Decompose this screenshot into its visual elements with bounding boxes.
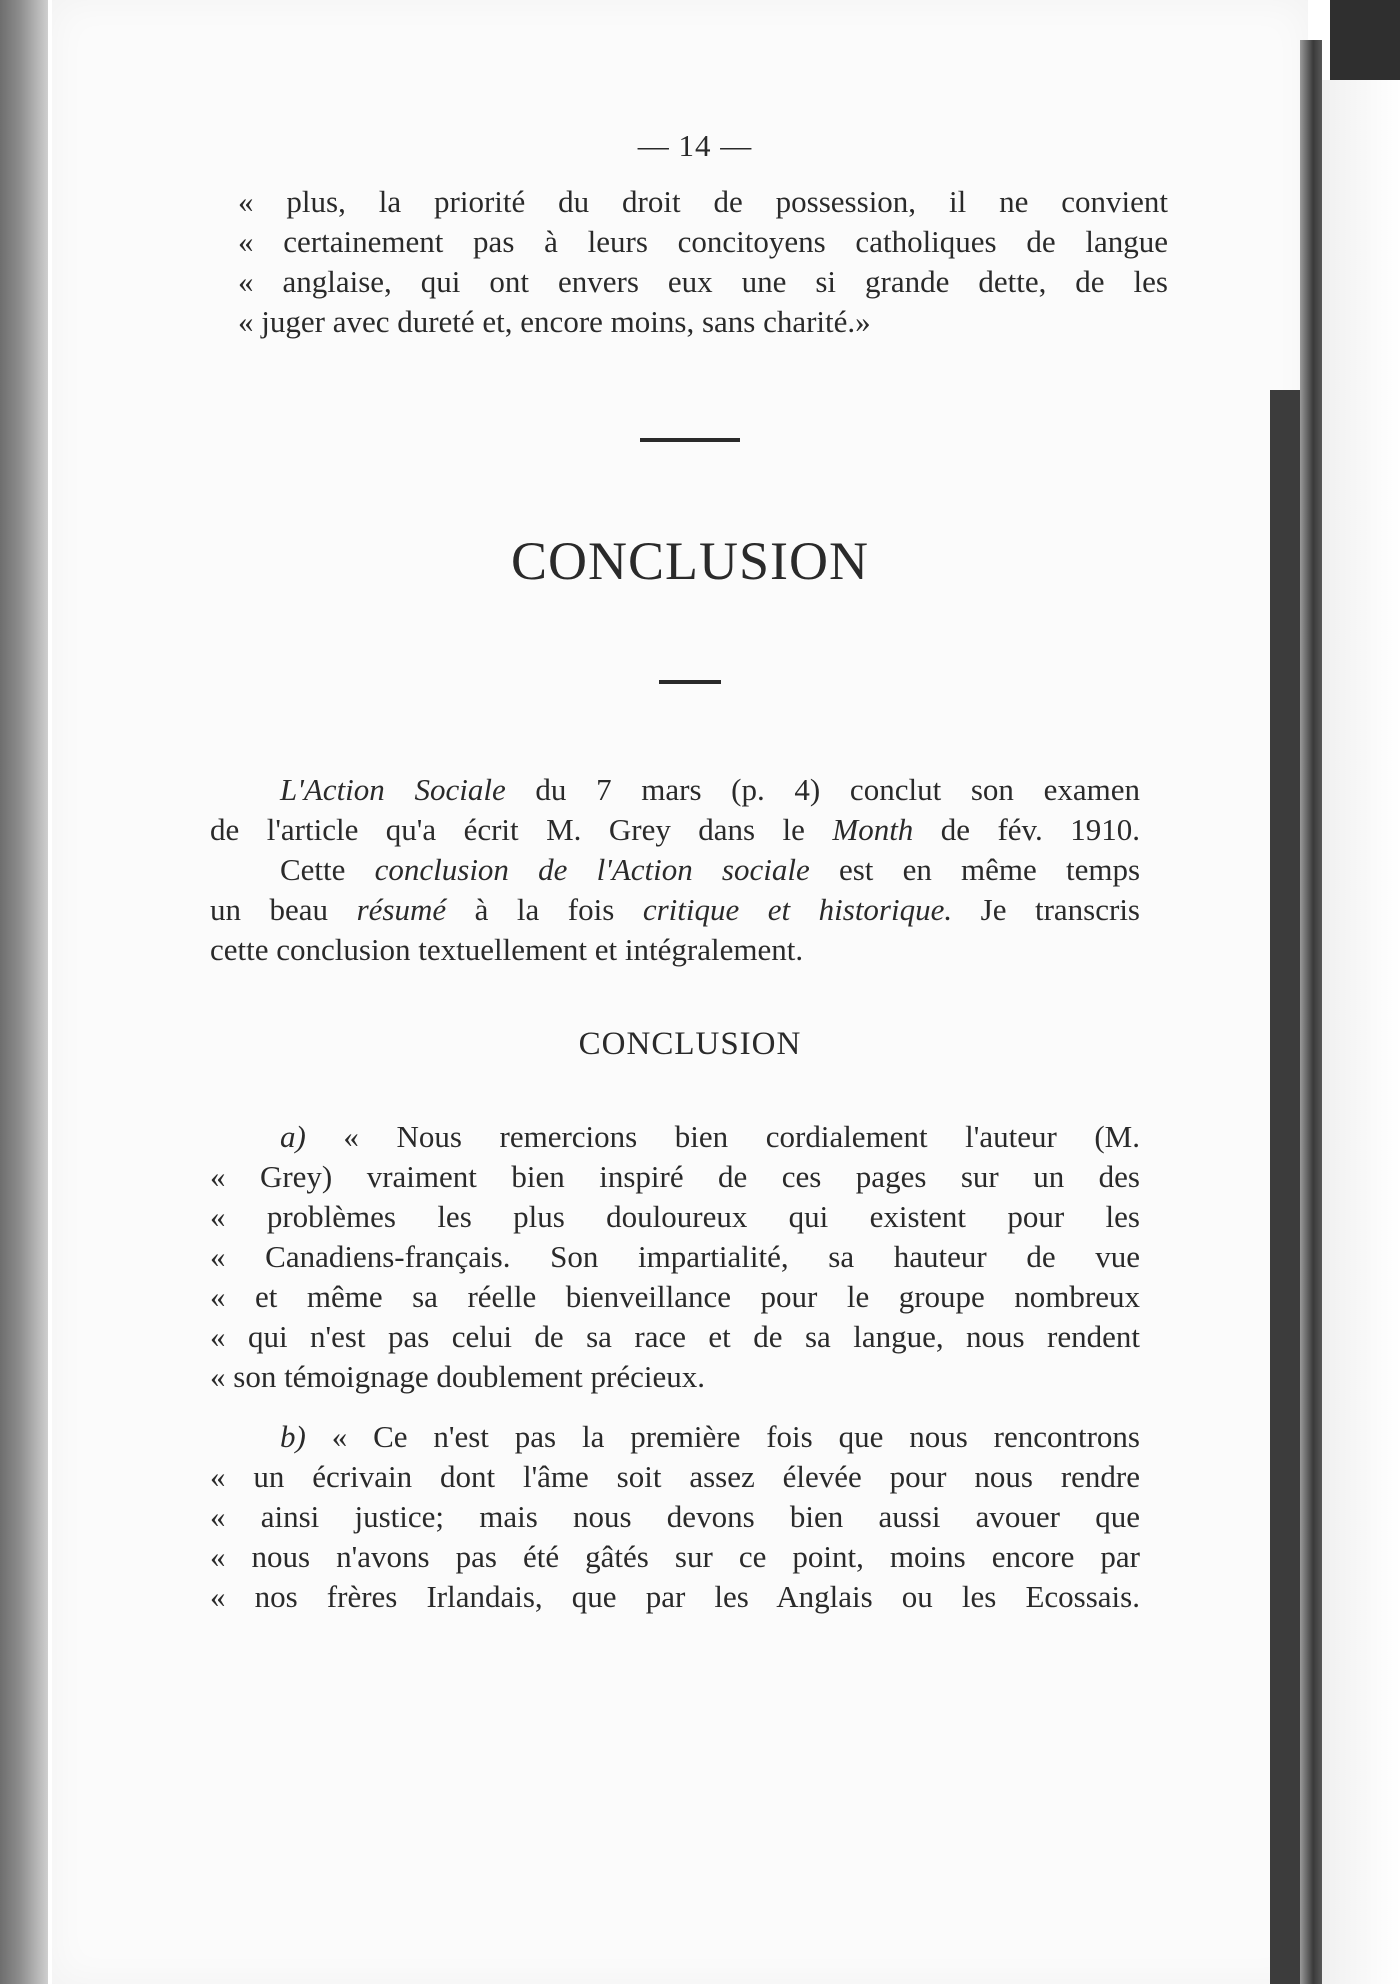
quote-line: « anglaise, qui ont envers eux une si grande dette, de les (238, 264, 1168, 299)
quote-line: « juger avec dureté et, encore moins, sans charité.» (238, 304, 871, 339)
italic-journal-title: Month (832, 812, 914, 847)
text-run: à la fois (446, 892, 643, 927)
paragraph-line: « un écrivain dont l'âme soit assez élevée pour nous rendre (210, 1459, 1140, 1494)
paragraph-line: « ainsi justice; mais nous devons bien aussi avouer que (210, 1499, 1140, 1534)
section-divider-top (640, 438, 740, 442)
paragraph-line (210, 1417, 1140, 1457)
text-run: est en même temps (809, 852, 1141, 887)
paragraph-line: « son témoignage doublement précieux. (210, 1359, 706, 1394)
scan-left-border (0, 0, 48, 1984)
italic-phrase: conclusion de l'Action sociale (374, 852, 810, 887)
quote-line: « plus, la priorité du droit de possession, il ne convient (238, 184, 1168, 219)
section-title: CONCLUSION (510, 531, 870, 591)
page-edge (1300, 40, 1322, 1984)
italic-source-title: L'Action Sociale (280, 772, 506, 807)
paragraph-a (210, 1117, 1140, 1397)
page-content (210, 128, 1170, 1617)
page-number: — 14 — (637, 128, 753, 163)
text-run: « Ce n'est pas la première fois que nous rencontrons (305, 1419, 1140, 1454)
intro-paragraph-2 (210, 850, 1140, 970)
quote-block (210, 182, 1170, 342)
paragraph-line: « nous n'avons pas été gâtés sur ce point, moins encore par (210, 1539, 1140, 1574)
subsection-title: CONCLUSION (578, 1026, 802, 1062)
paragraph-line: « Grey) vraiment bien inspiré de ces pages sur un des (210, 1159, 1140, 1194)
scan-corner-shadow (1330, 0, 1400, 80)
next-page-edge (1322, 80, 1400, 1984)
text-run: Cette (280, 852, 375, 887)
text-run: un beau (210, 892, 357, 927)
paragraph-line: « problèmes les plus douloureux qui existent pour les (210, 1199, 1140, 1234)
italic-phrase: critique et historique. (642, 892, 953, 927)
text-run: Je transcris (952, 892, 1140, 927)
paragraph-b (210, 1417, 1140, 1617)
intro-paragraph-1 (210, 770, 1140, 850)
italic-phrase: résumé (356, 892, 447, 927)
intro-line (210, 850, 1140, 890)
quote-line: « certainement pas à leurs concitoyens catholiques de langue (238, 224, 1168, 259)
text-run: du 7 mars (p. 4) conclut son examen (505, 772, 1140, 807)
list-marker: a) (280, 1119, 306, 1154)
text-run: « Nous remercions bien cordialement l'auteur (M. (305, 1119, 1140, 1154)
paragraph-line (210, 1117, 1140, 1157)
paragraph-line: « qui n'est pas celui de sa race et de sa langue, nous rendent (210, 1319, 1140, 1354)
intro-line (210, 770, 1140, 810)
text-run: de l'article qu'a écrit M. Grey dans le (210, 812, 833, 847)
list-marker: b) (280, 1419, 306, 1454)
paragraph-line: « nos frères Irlandais, que par les Anglais ou les Ecossais. (210, 1579, 1140, 1614)
text-run: de fév. 1910. (913, 812, 1140, 847)
section-divider-bottom (659, 680, 721, 684)
intro-line (210, 890, 1140, 930)
intro-line: cette conclusion textuellement et intégralement. (210, 932, 804, 967)
binding-shadow (1270, 390, 1304, 1984)
paragraph-line: « Canadiens-français. Son impartialité, sa hauteur de vue (210, 1239, 1140, 1274)
intro-line (210, 810, 1140, 850)
paragraph-line: « et même sa réelle bienveillance pour le groupe nombreux (210, 1279, 1140, 1314)
